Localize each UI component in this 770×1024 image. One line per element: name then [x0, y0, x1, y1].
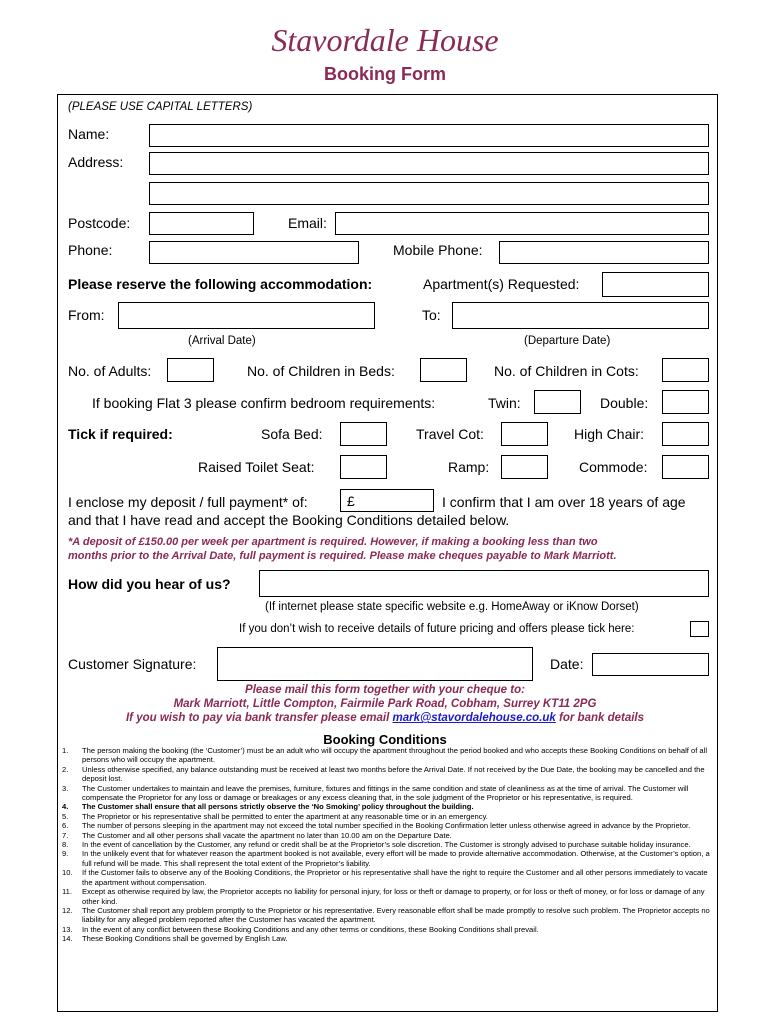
double-field[interactable] — [662, 390, 709, 414]
condition-number: 11. — [62, 887, 72, 897]
apartments-field[interactable] — [602, 272, 709, 297]
condition-text: In the event of cancellation by the Customer, any refund or credit shall be at the Proprietor’s sole discretion. The Customer is strongly advised to purchase suitable holiday insurance. — [82, 840, 691, 850]
children-cots-field[interactable] — [662, 358, 709, 382]
mail-instruction: Please mail this form together with your cheque to: — [245, 684, 525, 696]
date-label: Date: — [550, 656, 584, 672]
address-field-line2[interactable] — [149, 182, 709, 205]
name-label: Name: — [68, 126, 110, 142]
condition-text: The person making the booking (the ‘Customer’) must be an adult who will occupy the apartment throughout the period booked and who accepts these Booking Conditions on behalf of all persons who will occupy the apartment. — [82, 746, 708, 765]
hear-about-field[interactable] — [259, 570, 709, 597]
condition-text: Unless otherwise specified, any balance outstanding must be received at least two months before the Arrival Date. If not received by the Due Date, the booking may be cancelled and the deposit lost. — [82, 764, 705, 784]
condition-number: 10. — [62, 868, 73, 878]
raised-toilet-checkbox[interactable] — [340, 455, 387, 479]
condition-number: 4. — [62, 802, 69, 812]
condition-text: In the unlikely event that for whatever reason the apartment booked is not available, every effort will be made to provide alternative accommodation. Otherwise, at the Customer’s option, a full refund will be made. This shall represent the total extent of the Proprietor’s liability. — [82, 849, 710, 868]
deposit-amount-field[interactable]: £ — [340, 489, 434, 512]
postcode-field[interactable] — [149, 212, 254, 235]
condition-number: 9. — [62, 849, 69, 859]
condition-item — [62, 821, 718, 830]
mobile-phone-field[interactable] — [499, 241, 709, 264]
commode-label: Commode: — [579, 459, 648, 475]
arrival-date-field[interactable] — [118, 302, 375, 329]
condition-item — [62, 906, 718, 925]
signature-label: Customer Signature: — [68, 656, 197, 672]
phone-label: Phone: — [68, 242, 113, 258]
sofa-bed-label: Sofa Bed: — [261, 426, 323, 442]
mobile-phone-label: Mobile Phone: — [393, 242, 483, 258]
condition-text: The Proprietor or his representative shall be permitted to enter the apartment at any reasonable time or in an emergency. — [82, 811, 488, 821]
condition-number: 8. — [62, 840, 69, 850]
high-chair-checkbox[interactable] — [662, 422, 709, 446]
ramp-checkbox[interactable] — [501, 455, 548, 479]
date-field[interactable] — [592, 653, 709, 676]
address-field-line1[interactable] — [149, 152, 709, 175]
travel-cot-checkbox[interactable] — [501, 422, 548, 446]
signature-field[interactable] — [217, 647, 533, 681]
twin-label: Twin: — [488, 395, 521, 411]
children-beds-label: No. of Children in Beds: — [247, 363, 395, 379]
to-label: To: — [422, 307, 441, 323]
condition-item — [62, 840, 718, 849]
conditions-acceptance: and that I have read and accept the Booking Conditions detailed below. — [68, 512, 510, 528]
condition-text: The Customer shall ensure that all persons strictly observe the ‘No Smoking’ policy throughout the building. — [82, 802, 474, 812]
children-beds-field[interactable] — [420, 358, 467, 382]
phone-field[interactable] — [149, 241, 359, 264]
ramp-label: Ramp: — [448, 459, 490, 475]
postcode-label: Postcode: — [68, 215, 131, 231]
email-field[interactable] — [335, 212, 709, 235]
capitals-instruction: (PLEASE USE CAPITAL LETTERS) — [68, 101, 253, 113]
condition-text: The Customer shall report any problem promptly to the Proprietor or his representative. Every reasonable effort shall be made promptly to resolve such problem. The Proprietor accepts no liability for any alleged problem reported after the Customer has vacated the apartment. — [82, 905, 710, 925]
bank-transfer-pre: If you wish to pay via bank transfer please email — [125, 712, 393, 724]
condition-number: 2. — [62, 764, 69, 774]
condition-number: 7. — [62, 830, 69, 840]
sofa-bed-checkbox[interactable] — [340, 422, 387, 446]
mailing-address: Mark Marriott, Little Compton, Fairmile Park Road, Cobham, Surrey KT11 2PG — [173, 698, 597, 710]
bank-transfer-post: for bank details — [555, 712, 645, 724]
reserve-heading: Please reserve the following accommodation: — [68, 276, 373, 292]
email-label: Email: — [288, 215, 327, 231]
condition-number: 13. — [62, 924, 73, 934]
travel-cot-label: Travel Cot: — [416, 426, 484, 442]
condition-item — [62, 849, 718, 868]
condition-number: 12. — [62, 905, 73, 915]
condition-number: 3. — [62, 783, 69, 793]
apartments-label: Apartment(s) Requested: — [423, 276, 580, 292]
condition-text: The number of persons sleeping in the apartment may not exceed the total number specified in the Booking Confirmation letter unless otherwise agreed in advance by the Proprietor. — [82, 821, 691, 831]
condition-text: The Customer undertakes to maintain and leave the premises, furniture, fixtures and fittings in the same condition and state of cleanliness as at the time of arrival. The Customer will compensate the Proprietor for any loss or damage or breakages or any excess cleaning that, in the sole judgment of the Proprietor or his representative, is required. — [82, 783, 689, 803]
children-cots-label: No. of Children in Cots: — [494, 363, 639, 379]
condition-number: 1. — [62, 746, 69, 755]
deposit-label: I enclose my deposit / full payment* of: — [68, 494, 308, 510]
commode-checkbox[interactable] — [662, 455, 709, 479]
conditions-list — [62, 746, 718, 944]
condition-item — [62, 746, 718, 765]
departure-caption: (Departure Date) — [524, 335, 611, 347]
deposit-note-line2: months prior to the Arrival Date, full payment is required. Please make cheques payable to Mark Marriott. — [68, 550, 617, 562]
condition-number: 14. — [62, 934, 73, 944]
departure-date-field[interactable] — [452, 302, 709, 329]
adults-field[interactable] — [167, 358, 214, 382]
flat3-label: If booking Flat 3 please confirm bedroom requirements: — [92, 395, 436, 411]
condition-number: 5. — [62, 811, 69, 821]
arrival-caption: (Arrival Date) — [188, 335, 256, 347]
condition-item — [62, 802, 718, 811]
pricing-optout-checkbox[interactable] — [690, 621, 709, 637]
condition-text: These Booking Conditions shall be governed by English Law. — [82, 934, 288, 944]
tick-required-label: Tick if required: — [68, 426, 173, 442]
condition-number: 6. — [62, 821, 69, 831]
pricing-optout-label: If you don’t wish to receive details of future pricing and offers please tick here: — [239, 623, 635, 635]
raised-toilet-label: Raised Toilet Seat: — [198, 459, 315, 475]
double-label: Double: — [600, 395, 649, 411]
form-title: Booking Form — [324, 64, 446, 84]
condition-item — [62, 831, 718, 840]
twin-field[interactable] — [534, 390, 581, 414]
address-label: Address: — [68, 154, 124, 170]
name-field[interactable] — [149, 124, 709, 147]
age-confirmation: I confirm that I am over 18 years of age — [442, 494, 686, 510]
condition-item — [62, 868, 718, 887]
condition-item — [62, 925, 718, 934]
condition-item — [62, 784, 718, 803]
condition-text: The Customer and all other persons shall vacate the apartment no later than 10.00 am on the Departure Date. — [82, 830, 452, 840]
condition-item — [62, 765, 718, 784]
condition-item — [62, 934, 718, 943]
email-link[interactable]: mark@stavordalehouse.co.uk — [392, 712, 556, 724]
condition-text: Except as otherwise required by law, the Proprietor accepts no liability for personal injury, for loss or theft or damage to property, or for loss or theft of money, or for loss or damage of any other kind. — [82, 887, 705, 906]
condition-text: In the event of any conflict between these Booking Conditions and any other terms or conditions, these Booking Conditions shall prevail. — [82, 924, 539, 934]
adults-label: No. of Adults: — [68, 363, 152, 379]
page-title: Stavordale House — [271, 22, 499, 58]
conditions-title: Booking Conditions — [323, 732, 447, 747]
hear-about-caption: (If internet please state specific website e.g. HomeAway or iKnow Dorset) — [265, 601, 639, 613]
condition-text: If the Customer fails to observe any of the Booking Conditions, the Proprietor or his representative shall have the right to require the Customer and all other persons immediately to vacate the apartment without compensation. — [82, 868, 708, 887]
bank-transfer-note — [0, 712, 770, 724]
deposit-note-line1: *A deposit of £150.00 per week per apartment is required. However, if making a booking less than two — [68, 536, 598, 548]
condition-item — [62, 812, 718, 821]
condition-item — [62, 887, 718, 906]
high-chair-label: High Chair: — [574, 426, 645, 442]
hear-about-label: How did you hear of us? — [68, 576, 231, 592]
from-label: From: — [68, 307, 105, 323]
